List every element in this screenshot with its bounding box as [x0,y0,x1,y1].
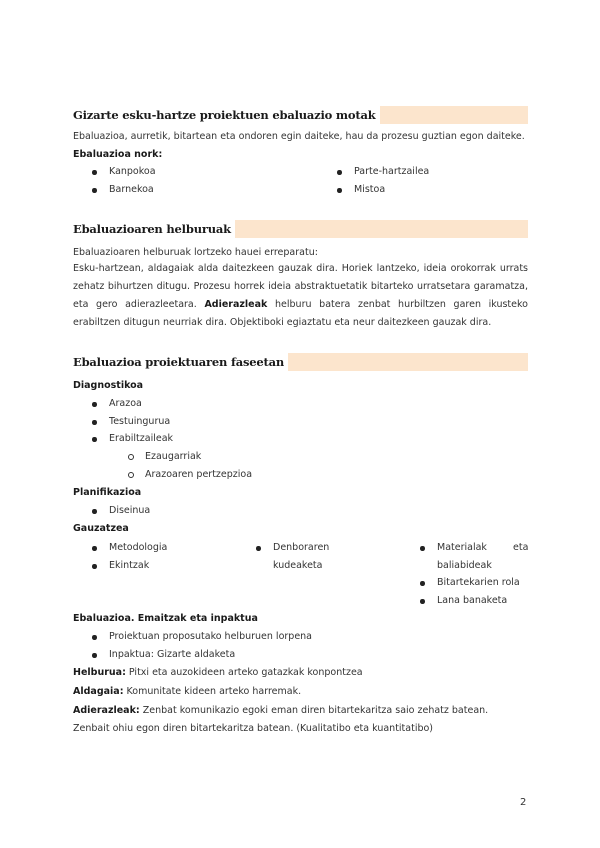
list-item: Arazoa [109,398,142,409]
bullet-icon [92,170,97,175]
list-item: Ekintzak [109,560,150,571]
bullet-icon [92,420,97,425]
section-title: Gizarte esku-hartze proiektuen ebaluazio motak [73,108,380,122]
list-item: Lana banaketa [437,595,508,606]
heading-highlight-bar [380,106,528,124]
list-item: Erabiltzaileak [109,433,174,444]
circle-bullet-icon [128,472,134,478]
emaitzak-label: Ebaluazioa. Emaitzak eta inpaktua [73,613,258,624]
aldagaia-line [73,686,301,698]
bullet-icon [92,653,97,658]
bullet-icon [92,188,97,193]
list-item-continuation: kudeaketa [273,560,323,571]
section-heading-evaluation-types [73,106,528,124]
sub-list-item: Arazoaren pertzepzioa [145,469,253,480]
who-label: Ebaluazioa nork: [73,149,163,160]
heading-highlight-bar [235,220,528,238]
list-item: Bitartekarien rola [437,577,520,588]
bullet-icon [92,564,97,569]
aldagaia-label: Aldagaia: [73,686,124,697]
page-number: 2 [520,797,527,808]
adierazleak-label: Adierazleak: [73,705,140,716]
heading-highlight-bar [288,353,528,371]
helburua-line [73,667,363,679]
bullet-icon [256,546,261,551]
bullet-icon [337,188,342,193]
list-item-continuation: baliabideak [437,560,492,571]
section-heading-evaluation-goals [73,220,528,238]
list-item: Kanpokoa [109,166,156,177]
list-item-word: eta [513,542,529,553]
list-item: Inpaktua: Gizarte aldaketa [109,649,236,660]
adierazleak-line [73,705,488,717]
goals-intro-text: Ebaluazioaren helburuak lortzeko hauei erreparatu: [73,247,318,258]
list-item: Mistoa [354,184,386,195]
aldagaia-text: Komunitate kideen arteko harremak. [126,686,302,697]
gauzatzea-label: Gauzatzea [73,523,129,534]
bullet-icon [420,581,425,586]
bullet-icon [337,170,342,175]
list-item: Proiektuan proposutako helburuen lorpena [109,631,313,642]
paragraph-text: Esku-hartzean, aldagaiak alda daitezkeen gauzak dira. Horiek lantzeko, ideia orokorrak urrats zehatz bihurtzen ditugu. Prozesu horrek ideia abstraktuetatik bitarteko urratsetara garamatza, eta gero adierazleetara. [73,263,528,310]
list-item: Materialak [437,542,487,553]
bullet-icon [420,599,425,604]
final-line: Zenbait ohiu egon diren bitartekaritza batean. (Kualitatibo eta kuantitatibo) [73,723,434,734]
list-item: Parte-hartzailea [354,166,430,177]
section-heading-project-phases [73,353,528,371]
intro-text: Ebaluazioa, aurretik, bitartean eta ondoren egin daiteke, hau da prozesu guztian egon daiteke. [73,131,525,142]
list-item: Barnekoa [109,184,154,195]
goals-paragraph [73,260,528,332]
bullet-icon [420,546,425,551]
section-title: Ebaluazioaren helburuak [73,222,235,236]
list-item: Denboraren [273,542,330,553]
helburua-label: Helburua: [73,667,126,678]
paragraph-bold-term: Adierazleak [204,299,268,310]
sub-list-item: Ezaugarriak [145,451,202,462]
paragraph-text: helburu batera zenbat hurbiltzen garen ikusteko erabiltzen ditugun neurriak dira. Objektiboki egiaztatu eta neur daitezkeen gauzak dira. [73,299,528,328]
bullet-icon [92,402,97,407]
list-item: Testuingurua [109,416,171,427]
list-item: Metodologia [109,542,168,553]
adierazleak-text: Zenbat komunikazio egoki eman diren bitartekaritza saio zehatz batean. [142,705,489,716]
bullet-icon [92,509,97,514]
bullet-icon [92,546,97,551]
diagnostikoa-label: Diagnostikoa [73,380,144,391]
section-title: Ebaluazioa proiektuaren faseetan [73,355,288,369]
bullet-icon [92,635,97,640]
planifikazioa-label: Planifikazioa [73,487,142,498]
bullet-icon [92,437,97,442]
helburua-text: Pitxi eta auzokideen arteko gatazkak konpontzea [128,667,363,678]
circle-bullet-icon [128,454,134,460]
list-item: Diseinua [109,505,151,516]
